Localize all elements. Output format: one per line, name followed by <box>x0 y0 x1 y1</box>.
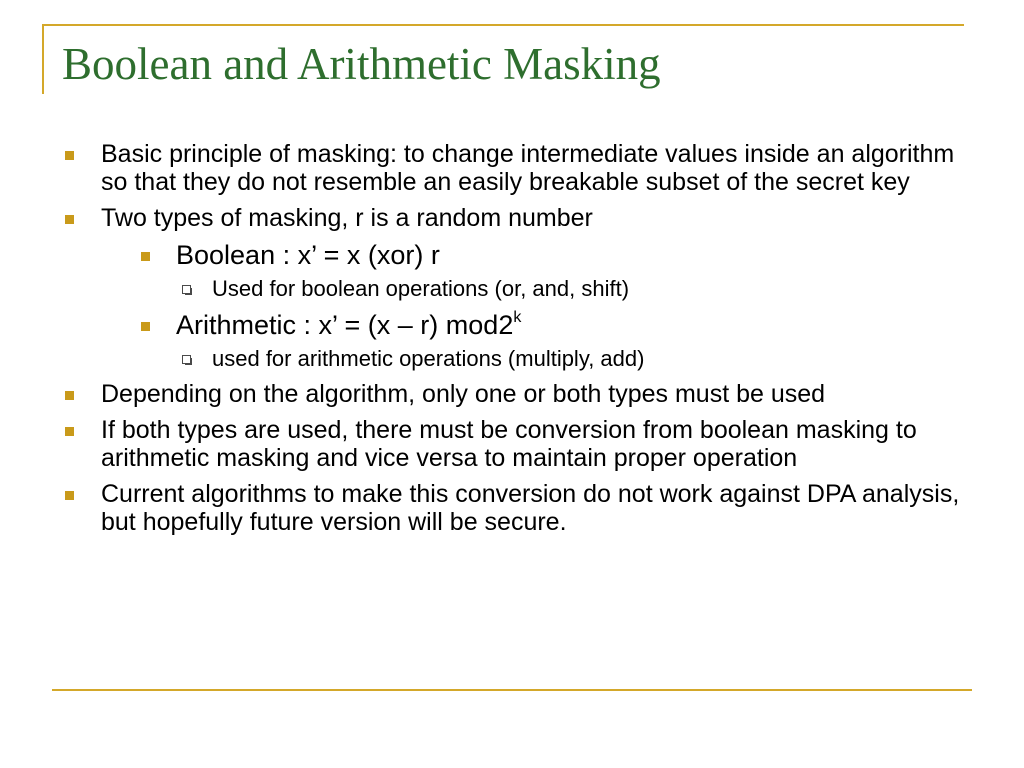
bullet-list <box>0 140 1024 544</box>
bullet-text: Used for boolean operations (or, and, shift) <box>212 276 630 301</box>
bullet-text: If both types are used, there must be conversion from boolean masking to arithmetic masking and vice versa to maintain proper operation <box>101 416 917 472</box>
bottom-decorative-rule <box>52 689 972 691</box>
slide-title: Boolean and Arithmetic Masking <box>62 39 661 89</box>
square-bullet-icon <box>141 322 150 331</box>
square-bullet-icon <box>141 252 150 261</box>
bullet-text: Depending on the algorithm, only one or both types must be used <box>101 380 826 408</box>
bullet-conversion <box>0 416 1024 472</box>
bullet-current-algorithms <box>0 480 1024 536</box>
hollow-box-bullet-icon <box>182 355 191 364</box>
bullet-boolean <box>0 240 1024 270</box>
square-bullet-icon <box>65 215 74 224</box>
bullet-two-types <box>0 204 1024 232</box>
square-bullet-icon <box>65 151 74 160</box>
top-decorative-rule <box>42 24 964 26</box>
square-bullet-icon <box>65 391 74 400</box>
bullet-masking-principle <box>0 140 1024 196</box>
superscript-k: k <box>513 309 522 326</box>
square-bullet-icon <box>65 491 74 500</box>
bullet-boolean-usage <box>0 276 1024 302</box>
bullet-depending-on-algorithm <box>0 380 1024 408</box>
bullet-text: used for arithmetic operations (multiply, add) <box>212 346 645 371</box>
bullet-text: Basic principle of masking: to change intermediate values inside an algorithm so that they do not resemble an easily breakable subset of the secret key <box>101 140 955 196</box>
bullet-text: Boolean : x’ = x (xor) r <box>176 240 440 270</box>
left-decorative-rule <box>42 24 44 94</box>
bullet-arithmetic-usage <box>0 346 1024 372</box>
bullet-text: Arithmetic : x’ = (x – r) mod2 <box>176 310 514 340</box>
bullet-text: Current algorithms to make this conversion do not work against DPA analysis, but hopefully future version will be secure. <box>101 480 960 536</box>
hollow-box-bullet-icon <box>182 285 191 294</box>
bullet-text: Two types of masking, r is a random number <box>101 204 593 232</box>
bullet-arithmetic <box>0 310 1024 340</box>
square-bullet-icon <box>65 427 74 436</box>
